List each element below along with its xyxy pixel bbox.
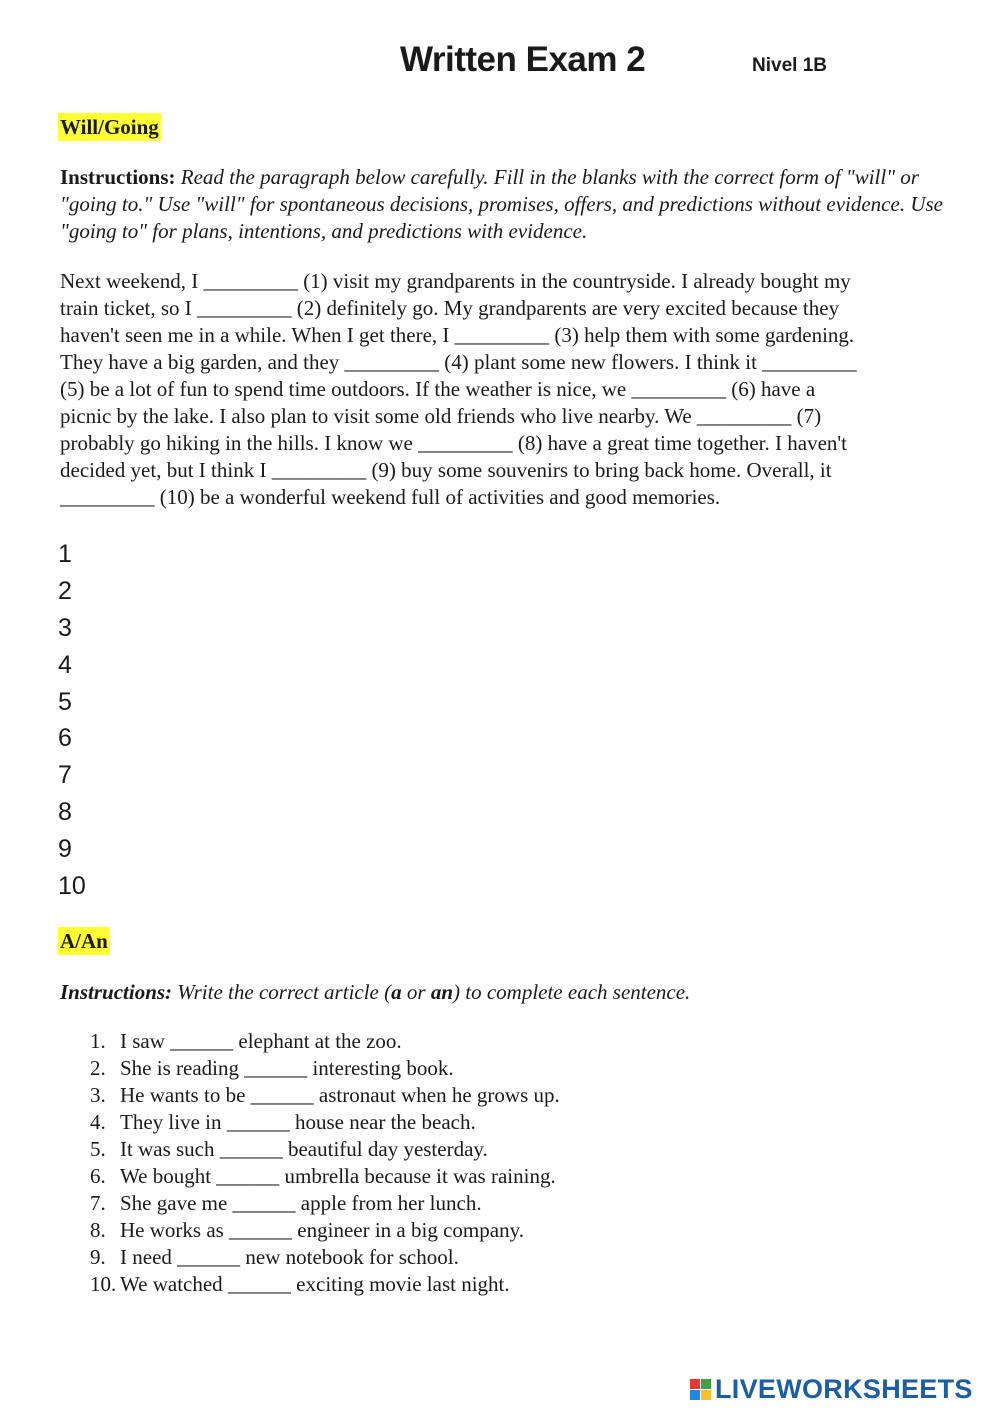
paragraph-line: Next weekend, I _________ (1) visit my grandparents in the countryside. I already bought my [60, 269, 851, 293]
instructions-a-an [60, 979, 960, 1006]
answer-number: 3 [58, 613, 72, 642]
answer-number: 1 [58, 540, 72, 568]
instructions-text-pre: Write the correct article ( [177, 980, 392, 1004]
fill-in-paragraph [60, 268, 960, 511]
answer-number: 8 [58, 798, 72, 827]
answer-number: 2 [58, 576, 72, 605]
paragraph-line: _________ (10) be a wonderful weekend full of activities and good memories. [60, 485, 721, 509]
list-item: 4. They live in ______ house near the beach. [90, 1110, 476, 1134]
paragraph-line: train ticket, so I _________ (2) definitely go. My grandparents are very excited because they [60, 296, 840, 320]
instructions-label: Instructions: [60, 165, 176, 189]
instructions-text-or: or [401, 980, 431, 1004]
answer-number: 6 [58, 724, 72, 753]
list-item: 5. It was such ______ beautiful day yesterday. [90, 1137, 488, 1161]
answer-number: 4 [58, 650, 72, 679]
paragraph-line: haven't seen me in a while. When I get there, I _________ (3) help them with some gardening. [60, 323, 855, 347]
brand-name: LIVEWORKSHEETS [715, 1374, 973, 1404]
instructions-text: Read the paragraph below carefully. Fill in the blanks with the correct form of "will" or "going to." Use "will" for spontaneous decisions, promises, offers, and predictions without evidence. Use "going to" for plans, intentions, and predictions with evidence. [60, 165, 943, 243]
liveworksheets-logo-icon [690, 1379, 711, 1400]
section-heading-a-an: A/An [60, 929, 108, 953]
section-heading-will-going: Will/Going [60, 115, 159, 139]
list-item: 10. We watched ______ exciting movie last night. [90, 1272, 510, 1296]
list-item: 6. We bought ______ umbrella because it was raining. [90, 1164, 556, 1188]
answer-number-list [58, 536, 86, 905]
list-item: 8. He works as ______ engineer in a big company. [90, 1218, 524, 1242]
paragraph-line: They have a big garden, and they _________ (4) plant some new flowers. I think it _________ [60, 350, 857, 374]
liveworksheets-logo [690, 1374, 973, 1405]
paragraph-line: decided yet, but I think I _________ (9) buy some souvenirs to bring back home. Overall, it [60, 458, 832, 482]
instructions-label: Instructions: [60, 980, 173, 1004]
list-item: 2. She is reading ______ interesting book. [90, 1056, 454, 1080]
list-item: 7. She gave me ______ apple from her lunch. [90, 1191, 482, 1215]
paragraph-line: (5) be a lot of fun to spend time outdoors. If the weather is nice, we _________ (6) have a [60, 377, 816, 401]
page-title: Written Exam 2 [400, 40, 646, 79]
answer-number: 9 [58, 835, 72, 864]
list-item: 9. I need ______ new notebook for school. [90, 1245, 459, 1269]
paragraph-line: probably go hiking in the hills. I know we _________ (8) have a great time together. I haven't [60, 431, 848, 455]
article-a: a [391, 980, 402, 1004]
answer-number: 7 [58, 761, 72, 790]
level-label: Nivel 1B [752, 55, 827, 76]
list-item: 1. I saw ______ elephant at the zoo. [90, 1029, 402, 1053]
instructions-will-going [60, 164, 960, 245]
list-item: 3. He wants to be ______ astronaut when he grows up. [90, 1083, 560, 1107]
answer-number: 10 [58, 872, 86, 901]
article-an: an [430, 980, 453, 1004]
answer-number: 5 [58, 687, 72, 716]
instructions-text-post: ) to complete each sentence. [453, 980, 691, 1004]
article-exercise-list [90, 1028, 560, 1298]
paragraph-line: picnic by the lake. I also plan to visit some old friends who live nearby. We _________ (7) [60, 404, 822, 428]
